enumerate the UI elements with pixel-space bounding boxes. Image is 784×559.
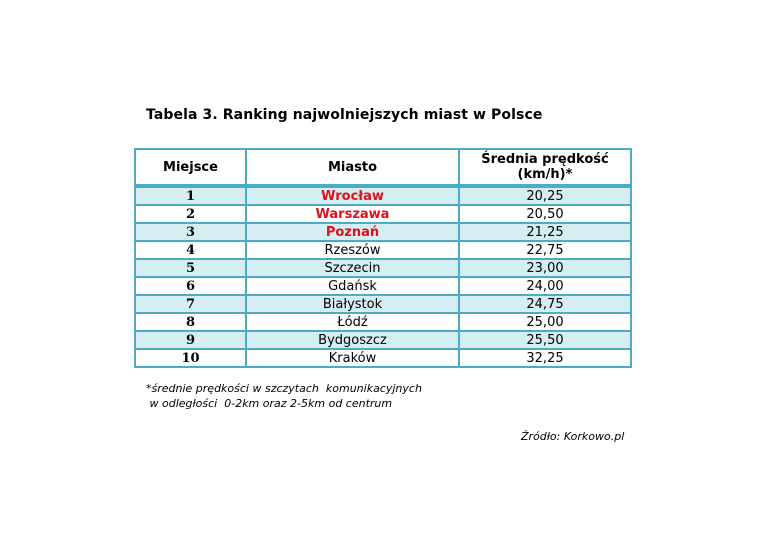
table-title: Tabela 3. Ranking najwolniejszych miast w Polsce bbox=[146, 107, 543, 123]
row-place: 1 bbox=[135, 186, 246, 205]
header-city: Miasto bbox=[246, 149, 459, 186]
row-place: 7 bbox=[135, 295, 246, 313]
row-city: Gdańsk bbox=[246, 277, 459, 295]
row-speed: 20,50 bbox=[459, 205, 631, 223]
row-place: 10 bbox=[135, 349, 246, 367]
source-note: Źródło: Korkowo.pl bbox=[521, 430, 625, 443]
row-place: 8 bbox=[135, 313, 246, 331]
table-header-row bbox=[135, 149, 631, 186]
row-city: Bydgoszcz bbox=[246, 331, 459, 349]
row-speed: 25,00 bbox=[459, 313, 631, 331]
table-row bbox=[135, 331, 631, 349]
row-place: 3 bbox=[135, 223, 246, 241]
table-row bbox=[135, 259, 631, 277]
ranking-table-container bbox=[134, 148, 630, 368]
row-city: Łódź bbox=[246, 313, 459, 331]
row-city: Wrocław bbox=[246, 186, 459, 205]
table-row bbox=[135, 186, 631, 205]
row-speed: 24,75 bbox=[459, 295, 631, 313]
row-city: Kraków bbox=[246, 349, 459, 367]
header-speed bbox=[459, 149, 631, 186]
row-speed: 22,75 bbox=[459, 241, 631, 259]
table-row bbox=[135, 277, 631, 295]
table-row bbox=[135, 349, 631, 367]
table-row bbox=[135, 241, 631, 259]
row-place: 4 bbox=[135, 241, 246, 259]
row-speed: 21,25 bbox=[459, 223, 631, 241]
row-speed: 24,00 bbox=[459, 277, 631, 295]
table-row bbox=[135, 313, 631, 331]
row-place: 9 bbox=[135, 331, 246, 349]
header-speed-line2: (km/h)* bbox=[517, 167, 573, 182]
table-row bbox=[135, 205, 631, 223]
row-place: 5 bbox=[135, 259, 246, 277]
row-city: Szczecin bbox=[246, 259, 459, 277]
table-row bbox=[135, 295, 631, 313]
row-city: Warszawa bbox=[246, 205, 459, 223]
header-speed-line1: Średnia prędkość bbox=[481, 152, 609, 167]
row-speed: 25,50 bbox=[459, 331, 631, 349]
row-place: 2 bbox=[135, 205, 246, 223]
row-city: Rzeszów bbox=[246, 241, 459, 259]
row-place: 6 bbox=[135, 277, 246, 295]
row-city: Białystok bbox=[246, 295, 459, 313]
table-row bbox=[135, 223, 631, 241]
footnote-line1: *średnie prędkości w szczytach komunikacyjnych bbox=[146, 382, 422, 395]
row-speed: 23,00 bbox=[459, 259, 631, 277]
row-city: Poznań bbox=[246, 223, 459, 241]
row-speed: 32,25 bbox=[459, 349, 631, 367]
ranking-table bbox=[134, 148, 632, 368]
header-place: Miejsce bbox=[135, 149, 246, 186]
footnote bbox=[146, 381, 422, 411]
row-speed: 20,25 bbox=[459, 186, 631, 205]
footnote-line2: w odległości 0-2km oraz 2-5km od centrum bbox=[146, 397, 393, 410]
